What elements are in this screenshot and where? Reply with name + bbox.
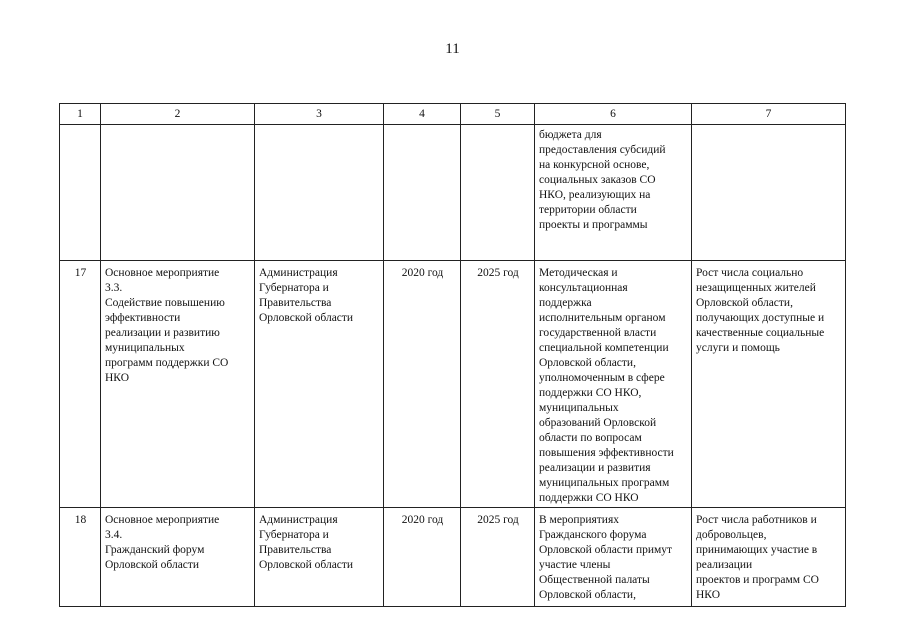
cell-line: поддержки СО НКО, [539,387,642,399]
cell-line: Правительства [259,297,332,309]
end-year-cell: 2025 год [461,508,535,607]
cell-line: Основное мероприятие [105,514,220,526]
cell-line: муниципальных [105,342,185,354]
measures-table [59,103,846,607]
header-cell-4: 4 [384,104,461,125]
cell-line: Орловской области, [696,297,793,309]
cell-line: поддержка [539,297,592,309]
cell-line: НКО [696,589,720,601]
cell-line: Правительства [259,544,332,556]
cont-cell-7 [692,125,846,261]
cell-line: проектов и программ СО [696,574,819,586]
cell-line: территории области [539,204,637,216]
cell-line: муниципальных программ [539,477,670,489]
cell-line: программ поддержки СО [105,357,229,369]
cell-line: 3.4. [105,529,123,541]
cell-line: муниципальных [539,402,619,414]
page-number: 11 [445,41,460,57]
cell-line: повышения эффективности [539,447,674,459]
cell-line: Общественной палаты [539,574,650,586]
table-row [60,508,846,607]
cell-line: реализации и развития [539,462,651,474]
cell-line: Основное мероприятие [105,267,220,279]
cell-line: Гражданского форума [539,529,647,541]
start-year-cell: 2020 год [384,508,461,607]
cell-line: социальных заказов СО [539,174,656,186]
cell-line: НКО, реализующих на [539,189,651,201]
table-row-continuation [60,125,846,261]
header-cell-7: 7 [692,104,846,125]
table-row [60,261,846,508]
cell-line: на конкурсной основе, [539,159,650,171]
cell-line: проекты и программы [539,219,648,231]
header-cell-6: 6 [535,104,692,125]
cell-line: Рост числа социально [696,267,804,279]
cell-line: принимающих участие в [696,544,818,556]
cell-line: Орловской области [259,559,354,571]
result-cell [692,508,846,607]
cell-line: Рост числа работников и [696,514,817,526]
cell-line: Орловской области [259,312,354,324]
cell-line: участие члены [539,559,611,571]
cell-line: специальной компетенции [539,342,669,354]
row-number: 17 [60,261,101,508]
cont-cell-2 [101,125,255,261]
cont-cell-5 [461,125,535,261]
cont-cell-3 [255,125,384,261]
measure-cell [101,508,255,607]
cell-line: Губернатора и [259,529,329,541]
header-cell-2: 2 [101,104,255,125]
cont-cell-content [535,125,692,261]
cell-line: области по вопросам [539,432,642,444]
cell-line: добровольцев, [696,529,767,541]
table-header-row [60,104,846,125]
cell-line: реализации [696,559,753,571]
start-year-cell: 2020 год [384,261,461,508]
cell-line: Администрация [259,267,338,279]
measure-cell [101,261,255,508]
cont-cell-1 [60,125,101,261]
cell-line: уполномоченным в сфере [539,372,665,384]
cell-line: государственной власти [539,327,657,339]
header-cell-1: 1 [60,104,101,125]
cell-line: Орловской области примут [539,544,673,556]
cell-line: Гражданский форум [105,544,205,556]
cell-line: незащищенных жителей [696,282,816,294]
cell-line: НКО [105,372,129,384]
row-number: 18 [60,508,101,607]
executor-cell [255,508,384,607]
cell-line: Орловской области, [539,357,636,369]
cell-line: реализации и развитию [105,327,220,339]
cell-line: эффективности [105,312,181,324]
cell-line: Содействие повышению [105,297,225,309]
result-cell [692,261,846,508]
cell-line: Методическая и [539,267,618,279]
cell-line: Орловской области [105,559,200,571]
cell-line: предоставления субсидий [539,144,666,156]
cell-line: качественные социальные [696,327,825,339]
cell-line: 3.3. [105,282,123,294]
content-cell [535,508,692,607]
header-cell-3: 3 [255,104,384,125]
cont-cell-4 [384,125,461,261]
executor-cell [255,261,384,508]
cell-line: Орловской области, [539,589,636,601]
cell-line: исполнительным органом [539,312,666,324]
end-year-cell: 2025 год [461,261,535,508]
cell-line: Администрация [259,514,338,526]
cell-line: поддержки СО НКО [539,492,639,504]
cell-line: образований Орловской [539,417,657,429]
content-cell [535,261,692,508]
header-cell-5: 5 [461,104,535,125]
cell-line: услуги и помощь [696,342,780,354]
cell-line: В мероприятиях [539,514,619,526]
cell-line: Губернатора и [259,282,329,294]
cell-line: бюджета для [539,129,602,141]
cell-line: получающих доступные и [696,312,825,324]
cell-line: консультационная [539,282,628,294]
